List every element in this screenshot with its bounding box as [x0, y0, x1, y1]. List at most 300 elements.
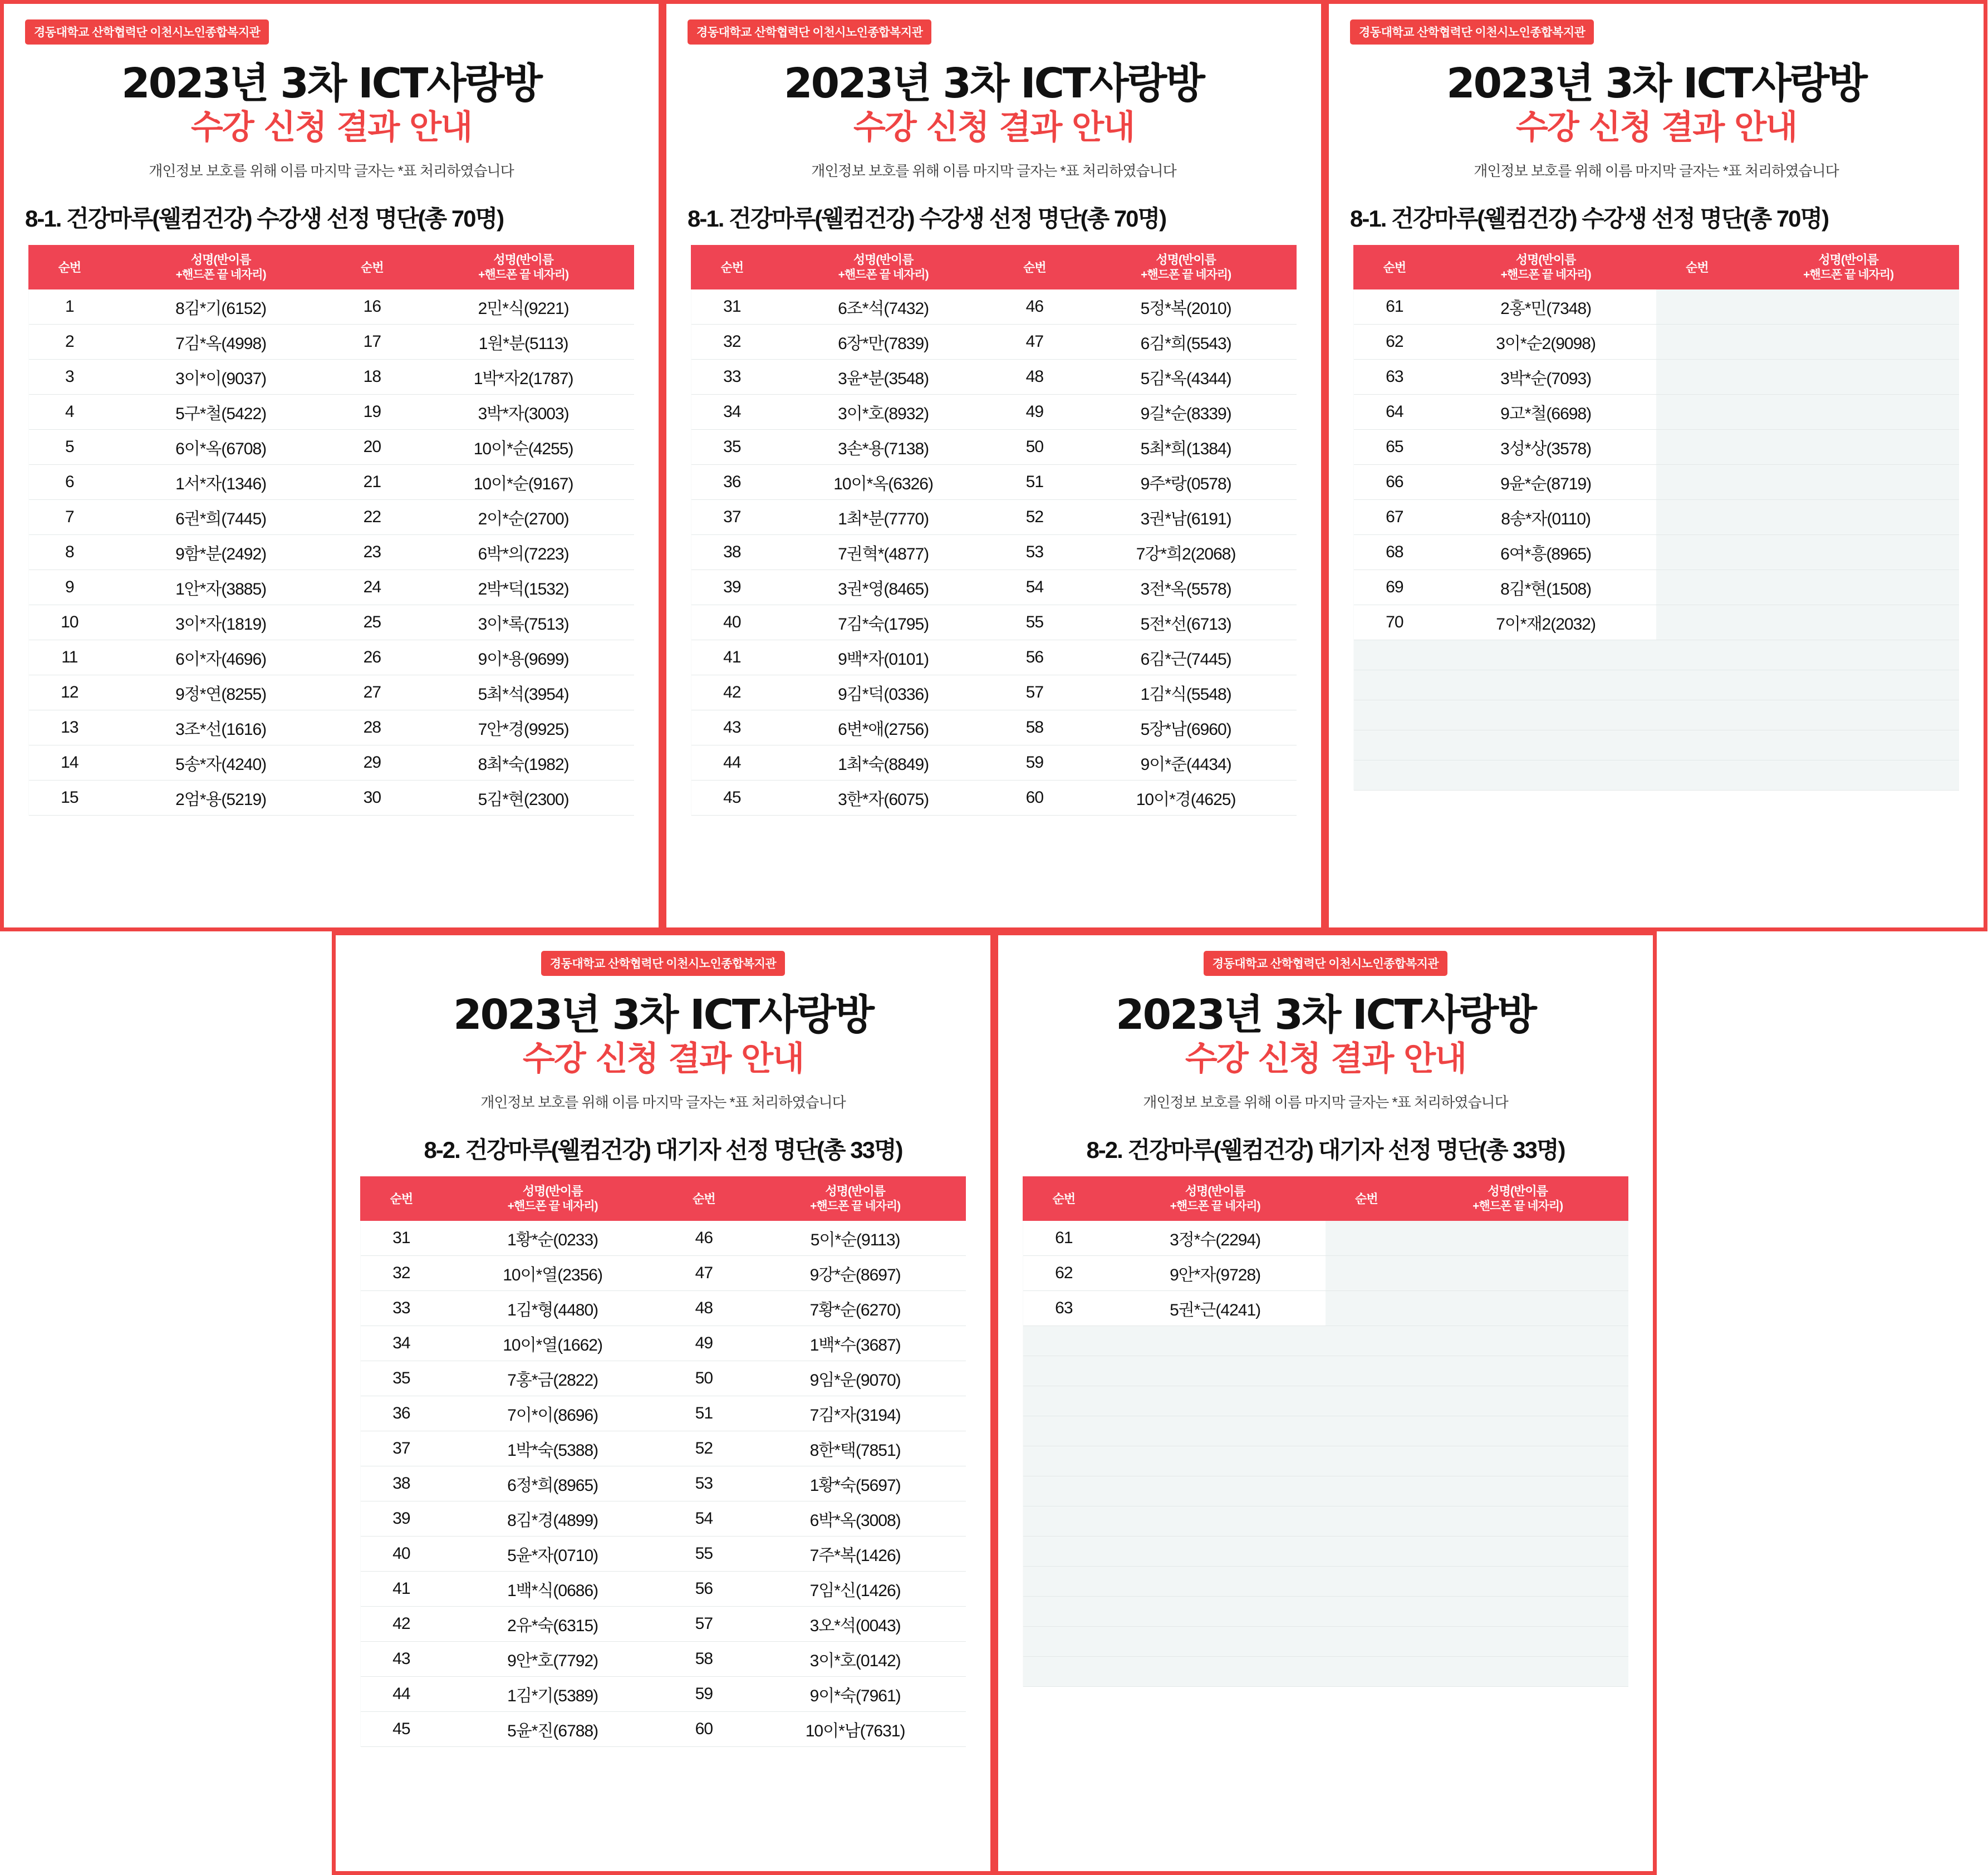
row-name-right: 2민*식(9221): [413, 289, 634, 325]
row-name-left: 7권혁*(4877): [773, 535, 994, 570]
row-index-left: 39: [691, 570, 773, 605]
table-header-row: [691, 246, 1297, 289]
row-name-right: [1407, 1537, 1628, 1567]
table-header-row: [1354, 246, 1959, 289]
row-index-right: 51: [994, 465, 1076, 500]
row-name-right: [1738, 605, 1959, 640]
row-index-right: [1656, 360, 1738, 395]
row-name-left: 1김*형(4480): [442, 1291, 663, 1326]
row-name-left: [1435, 730, 1656, 760]
notice-card-3: [1325, 0, 1987, 931]
row-index-left: 31: [361, 1221, 443, 1256]
table-row: [361, 1537, 966, 1572]
page-title: 2023년 3차 ICT사랑방: [1116, 991, 1535, 1039]
row-name-right: [1407, 1291, 1628, 1326]
row-index-left: 8: [29, 535, 111, 570]
organization-badge-wrap: [357, 951, 969, 976]
table-body: [1023, 1221, 1628, 1687]
table-row: [691, 289, 1297, 325]
table-row: [29, 535, 634, 570]
table-row: [29, 430, 634, 465]
row-name-left: [1105, 1597, 1326, 1627]
row-index-right: 23: [331, 535, 413, 570]
table-row: [29, 465, 634, 500]
row-index-right: 60: [994, 781, 1076, 816]
row-index-right: [1656, 570, 1738, 605]
row-name-left: 6변*애(2756): [773, 710, 994, 745]
row-index-left: 43: [691, 710, 773, 745]
row-name-left: [1105, 1356, 1326, 1386]
row-name-left: [1105, 1657, 1326, 1687]
col-header-num-left: 순번: [1354, 246, 1436, 289]
row-name-left: 9안*자(9728): [1105, 1256, 1326, 1291]
row-name-left: 7김*옥(4998): [110, 325, 331, 360]
row-name-left: 3권*영(8465): [773, 570, 994, 605]
row-name-right: 6김*근(7445): [1076, 640, 1297, 675]
row-name-right: [1738, 700, 1959, 730]
row-index-right: 16: [331, 289, 413, 325]
row-index-right: 53: [663, 1466, 745, 1501]
row-index-left: 67: [1354, 500, 1436, 535]
table-row: [361, 1431, 966, 1466]
table-row: [1354, 289, 1959, 325]
row-name-left: 10이*열(1662): [442, 1326, 663, 1361]
organization-badge-wrap: [688, 19, 1300, 45]
row-name-right: 10이*순(4255): [413, 430, 634, 465]
row-name-left: 9함*분(2492): [110, 535, 331, 570]
row-index-left: 34: [691, 395, 773, 430]
table-row: [1023, 1256, 1628, 1291]
col-header-num-right: 순번: [331, 246, 413, 289]
title-block: [1019, 993, 1632, 1079]
participant-table: [1023, 1176, 1628, 1687]
row-name-left: 2유*숙(6315): [442, 1607, 663, 1642]
row-index-left: 35: [691, 430, 773, 465]
row-index-left: 1: [29, 289, 111, 325]
table-row: [1023, 1627, 1628, 1657]
row-name-right: 9이*숙(7961): [745, 1677, 966, 1712]
row-index-left: 5: [29, 430, 111, 465]
table-row: [691, 710, 1297, 745]
row-index-left: 61: [1023, 1221, 1105, 1256]
page-subtitle: 수강 신청 결과 안내: [522, 1039, 804, 1079]
row-index-left: 32: [361, 1256, 443, 1291]
row-index-right: 55: [663, 1537, 745, 1572]
table-wrap: [25, 245, 637, 816]
row-name-left: 1김*기(5389): [442, 1677, 663, 1712]
table-row: [691, 781, 1297, 816]
table-row: [691, 395, 1297, 430]
row-index-left: [1023, 1567, 1105, 1597]
row-name-right: 3박*자(3003): [413, 395, 634, 430]
row-index-right: 57: [994, 675, 1076, 710]
layout-spacer: [0, 931, 332, 937]
row-index-left: 7: [29, 500, 111, 535]
notice-card-4: [332, 931, 994, 1875]
row-index-right: 59: [663, 1677, 745, 1712]
row-name-left: 1안*자(3885): [110, 570, 331, 605]
row-index-right: 57: [663, 1607, 745, 1642]
row-name-right: 1황*숙(5697): [745, 1466, 966, 1501]
row-index-left: [1023, 1597, 1105, 1627]
table-row: [361, 1256, 966, 1291]
table-body: [691, 289, 1297, 816]
row-index-right: 25: [331, 605, 413, 640]
title-block: [25, 61, 637, 148]
row-name-right: 5김*현(2300): [413, 781, 634, 816]
row-name-right: [1407, 1506, 1628, 1537]
table-row: [1354, 670, 1959, 700]
row-index-right: 18: [331, 360, 413, 395]
row-index-right: [1326, 1567, 1407, 1597]
table-row: [29, 675, 634, 710]
section-title: 8-1. 건강마루(웰컴건강) 수강생 선정 명단(총 70명): [1350, 205, 1829, 232]
row-name-left: [1105, 1386, 1326, 1416]
table-body: [361, 1221, 966, 1747]
row-name-right: [1407, 1567, 1628, 1597]
row-name-right: 2박*덕(1532): [413, 570, 634, 605]
row-name-right: 7김*자(3194): [745, 1396, 966, 1431]
col-header-name-left: 성명(반이름 +핸드폰 끝 네자리): [1105, 1177, 1326, 1221]
row-name-left: [1435, 700, 1656, 730]
table-row: [1354, 535, 1959, 570]
table-row: [1023, 1506, 1628, 1537]
row-index-right: [1656, 289, 1738, 325]
row-name-left: [1435, 640, 1656, 670]
row-index-right: 24: [331, 570, 413, 605]
row-name-right: [1738, 395, 1959, 430]
row-index-left: 44: [361, 1677, 443, 1712]
row-name-right: [1407, 1657, 1628, 1687]
row-index-left: 35: [361, 1361, 443, 1396]
row-name-left: 9고*철(6698): [1435, 395, 1656, 430]
table-row: [691, 465, 1297, 500]
table-row: [1023, 1326, 1628, 1356]
table-row: [361, 1642, 966, 1677]
col-header-num-left: 순번: [691, 246, 773, 289]
row-index-left: 39: [361, 1501, 443, 1537]
row-index-left: 45: [691, 781, 773, 816]
row-index-left: 42: [691, 675, 773, 710]
page-subtitle: 수강 신청 결과 안내: [190, 108, 472, 148]
notice-card-2: [662, 0, 1325, 931]
table-row: [691, 535, 1297, 570]
organization-badge-wrap: [1019, 951, 1632, 976]
table-row: [29, 745, 634, 781]
section-title: 8-1. 건강마루(웰컴건강) 수강생 선정 명단(총 70명): [25, 205, 504, 232]
row-index-right: 47: [663, 1256, 745, 1291]
row-name-left: 5권*근(4241): [1105, 1291, 1326, 1326]
row-name-left: 1최*숙(8849): [773, 745, 994, 781]
row-name-left: [1435, 760, 1656, 791]
organization-badge-wrap: [1350, 19, 1962, 45]
table-row: [1023, 1416, 1628, 1446]
row-index-right: [1656, 325, 1738, 360]
row-name-right: 7황*순(6270): [745, 1291, 966, 1326]
table-row: [361, 1501, 966, 1537]
row-index-left: 70: [1354, 605, 1436, 640]
table-body: [29, 289, 634, 816]
organization-badge: 경동대학교 산학협력단 이천시노인종합복지관: [688, 19, 931, 45]
row-name-right: [1738, 430, 1959, 465]
table-wrap: [357, 1176, 969, 1747]
row-name-left: 8김*기(6152): [110, 289, 331, 325]
row-index-right: [1656, 640, 1738, 670]
table-row: [1354, 500, 1959, 535]
organization-badge: 경동대학교 산학협력단 이천시노인종합복지관: [1204, 951, 1447, 976]
row-index-left: 12: [29, 675, 111, 710]
row-index-left: 45: [361, 1712, 443, 1747]
notice-card-1: [0, 0, 662, 931]
row-name-left: 3성*상(3578): [1435, 430, 1656, 465]
row-index-right: [1326, 1446, 1407, 1476]
row-name-right: 5최*석(3954): [413, 675, 634, 710]
row-index-right: [1656, 465, 1738, 500]
table-row: [1354, 430, 1959, 465]
section-title: 8-2. 건강마루(웰컴건강) 대기자 선정 명단(총 33명): [424, 1137, 902, 1164]
row-name-right: [1738, 570, 1959, 605]
table-row: [29, 640, 634, 675]
row-index-right: 53: [994, 535, 1076, 570]
row-index-left: 63: [1023, 1291, 1105, 1326]
title-block: [357, 993, 969, 1079]
row-index-left: 69: [1354, 570, 1436, 605]
privacy-notice: 개인정보 보호를 위해 이름 마지막 글자는 *표 처리하였습니다: [811, 163, 1176, 180]
row-index-left: 38: [361, 1466, 443, 1501]
title-block: [688, 61, 1300, 148]
table-header-row: [1023, 1177, 1628, 1221]
col-header-name-left: 성명(반이름 +핸드폰 끝 네자리): [110, 246, 331, 289]
table-row: [361, 1291, 966, 1326]
table-row: [29, 781, 634, 816]
row-index-right: [1326, 1291, 1407, 1326]
row-name-left: 1서*자(1346): [110, 465, 331, 500]
row-index-right: [1656, 730, 1738, 760]
row-index-right: [1326, 1356, 1407, 1386]
table-row: [1354, 465, 1959, 500]
col-header-num-left: 순번: [1023, 1177, 1105, 1221]
row-index-left: [1023, 1356, 1105, 1386]
row-name-left: 8송*자(0110): [1435, 500, 1656, 535]
row-name-right: 6박*의(7223): [413, 535, 634, 570]
row-index-left: 62: [1023, 1256, 1105, 1291]
row-index-right: [1326, 1476, 1407, 1506]
row-name-right: 9이*준(4434): [1076, 745, 1297, 781]
row-name-right: 5김*옥(4344): [1076, 360, 1297, 395]
row-name-right: [1738, 670, 1959, 700]
row-name-right: [1407, 1326, 1628, 1356]
row-index-right: 56: [994, 640, 1076, 675]
row-index-right: 29: [331, 745, 413, 781]
table-row: [1023, 1597, 1628, 1627]
row-name-left: 7이*재2(2032): [1435, 605, 1656, 640]
table-row: [1354, 730, 1959, 760]
privacy-notice: 개인정보 보호를 위해 이름 마지막 글자는 *표 처리하였습니다: [480, 1094, 846, 1111]
row-index-right: 52: [663, 1431, 745, 1466]
row-index-right: 58: [994, 710, 1076, 745]
row-name-left: 9김*덕(0336): [773, 675, 994, 710]
page-subtitle: 수강 신청 결과 안내: [1515, 108, 1797, 148]
table-row: [1354, 760, 1959, 791]
row-name-right: 10이*순(9167): [413, 465, 634, 500]
row-index-right: 56: [663, 1572, 745, 1607]
row-index-right: [1656, 700, 1738, 730]
row-index-left: 37: [361, 1431, 443, 1466]
row-index-right: 48: [994, 360, 1076, 395]
row-name-left: 1박*숙(5388): [442, 1431, 663, 1466]
row-name-right: 9이*용(9699): [413, 640, 634, 675]
row-name-right: [1407, 1221, 1628, 1256]
row-index-right: 19: [331, 395, 413, 430]
row-index-left: 36: [691, 465, 773, 500]
row-index-left: 43: [361, 1642, 443, 1677]
row-name-right: 10이*경(4625): [1076, 781, 1297, 816]
table-row: [691, 745, 1297, 781]
col-header-name-right: 성명(반이름 +핸드폰 끝 네자리): [1738, 246, 1959, 289]
row-index-left: 33: [691, 360, 773, 395]
participant-table: [28, 245, 634, 816]
row-name-left: 2홍*민(7348): [1435, 289, 1656, 325]
row-index-left: 36: [361, 1396, 443, 1431]
row-index-left: 15: [29, 781, 111, 816]
row-index-left: 4: [29, 395, 111, 430]
row-index-left: 6: [29, 465, 111, 500]
row-index-left: [1354, 730, 1436, 760]
row-name-left: [1105, 1416, 1326, 1446]
row-name-right: [1738, 289, 1959, 325]
col-header-num-right: 순번: [1326, 1177, 1407, 1221]
row-index-right: 58: [663, 1642, 745, 1677]
row-name-right: 7강*희2(2068): [1076, 535, 1297, 570]
row-name-left: 6이*자(4696): [110, 640, 331, 675]
row-index-left: 32: [691, 325, 773, 360]
row-name-left: 10이*열(2356): [442, 1256, 663, 1291]
row-name-right: 1박*자2(1787): [413, 360, 634, 395]
row-name-right: 5이*순(9113): [745, 1221, 966, 1256]
row-name-left: [1105, 1537, 1326, 1567]
row-name-right: 1백*수(3687): [745, 1326, 966, 1361]
table-row: [691, 675, 1297, 710]
table-row: [29, 500, 634, 535]
row-name-right: 5장*남(6960): [1076, 710, 1297, 745]
row-index-left: 64: [1354, 395, 1436, 430]
table-row: [361, 1466, 966, 1501]
table-row: [691, 360, 1297, 395]
row-index-left: 2: [29, 325, 111, 360]
row-name-left: [1105, 1627, 1326, 1657]
table-row: [361, 1572, 966, 1607]
row-index-left: [1023, 1446, 1105, 1476]
organization-badge: 경동대학교 산학협력단 이천시노인종합복지관: [1350, 19, 1594, 45]
row-name-left: 9정*연(8255): [110, 675, 331, 710]
row-name-right: 8한*택(7851): [745, 1431, 966, 1466]
privacy-notice: 개인정보 보호를 위해 이름 마지막 글자는 *표 처리하였습니다: [149, 163, 514, 180]
row-index-right: 50: [994, 430, 1076, 465]
table-row: [691, 325, 1297, 360]
section-title: 8-1. 건강마루(웰컴건강) 수강생 선정 명단(총 70명): [688, 205, 1166, 232]
row-index-left: [1023, 1657, 1105, 1687]
row-name-left: 10이*옥(6326): [773, 465, 994, 500]
row-name-right: [1738, 500, 1959, 535]
table-row: [1023, 1221, 1628, 1256]
table-row: [1354, 640, 1959, 670]
row-index-right: 51: [663, 1396, 745, 1431]
row-index-left: 14: [29, 745, 111, 781]
row-index-left: [1023, 1416, 1105, 1446]
row-index-right: [1326, 1416, 1407, 1446]
row-index-right: 60: [663, 1712, 745, 1747]
row-name-right: [1738, 360, 1959, 395]
table-row: [29, 605, 634, 640]
table-row: [1354, 395, 1959, 430]
page-title: 2023년 3차 ICT사랑방: [453, 991, 873, 1039]
page-subtitle: 수강 신청 결과 안내: [1185, 1039, 1466, 1079]
table-row: [1023, 1657, 1628, 1687]
row-index-right: [1656, 430, 1738, 465]
table-wrap: [688, 245, 1300, 816]
row-name-left: 5윤*자(0710): [442, 1537, 663, 1572]
col-header-name-right: 성명(반이름 +핸드폰 끝 네자리): [1076, 246, 1297, 289]
row-name-right: 2이*순(2700): [413, 500, 634, 535]
page-title: 2023년 3차 ICT사랑방: [1446, 60, 1866, 107]
row-index-left: 41: [691, 640, 773, 675]
row-name-right: [1738, 535, 1959, 570]
row-name-left: 6여*흥(8965): [1435, 535, 1656, 570]
row-name-right: 9주*랑(0578): [1076, 465, 1297, 500]
row-name-left: 9안*호(7792): [442, 1642, 663, 1677]
row-index-left: 37: [691, 500, 773, 535]
row-name-left: 8김*경(4899): [442, 1501, 663, 1537]
row-name-right: [1407, 1476, 1628, 1506]
table-row: [29, 570, 634, 605]
row-name-right: 5정*복(2010): [1076, 289, 1297, 325]
row-name-left: [1105, 1506, 1326, 1537]
row-name-left: [1105, 1326, 1326, 1356]
col-header-num-right: 순번: [994, 246, 1076, 289]
row-name-right: 9임*운(9070): [745, 1361, 966, 1396]
row-index-right: [1656, 500, 1738, 535]
row-index-right: 46: [663, 1221, 745, 1256]
table-row: [691, 640, 1297, 675]
participant-table: [360, 1176, 966, 1747]
organization-badge: 경동대학교 산학협력단 이천시노인종합복지관: [541, 951, 785, 976]
row-index-right: 26: [331, 640, 413, 675]
row-index-left: [1023, 1386, 1105, 1416]
row-name-left: [1105, 1567, 1326, 1597]
row-index-right: 27: [331, 675, 413, 710]
title-block: [1350, 61, 1962, 148]
row-index-right: 20: [331, 430, 413, 465]
row-index-right: 50: [663, 1361, 745, 1396]
row-index-right: [1326, 1326, 1407, 1356]
col-header-name-right: 성명(반이름 +핸드폰 끝 네자리): [1407, 1177, 1628, 1221]
col-header-num-left: 순번: [361, 1177, 443, 1221]
col-header-num-right: 순번: [1656, 246, 1738, 289]
table-row: [29, 325, 634, 360]
row-index-right: [1326, 1256, 1407, 1291]
row-name-right: 6김*희(5543): [1076, 325, 1297, 360]
table-row: [29, 395, 634, 430]
table-row: [29, 289, 634, 325]
row-name-left: 5구*철(5422): [110, 395, 331, 430]
row-index-right: 48: [663, 1291, 745, 1326]
row-index-right: [1656, 605, 1738, 640]
table-wrap: [1350, 245, 1962, 791]
row-name-right: [1738, 760, 1959, 791]
table-row: [1023, 1386, 1628, 1416]
table-row: [1354, 605, 1959, 640]
row-index-left: 38: [691, 535, 773, 570]
